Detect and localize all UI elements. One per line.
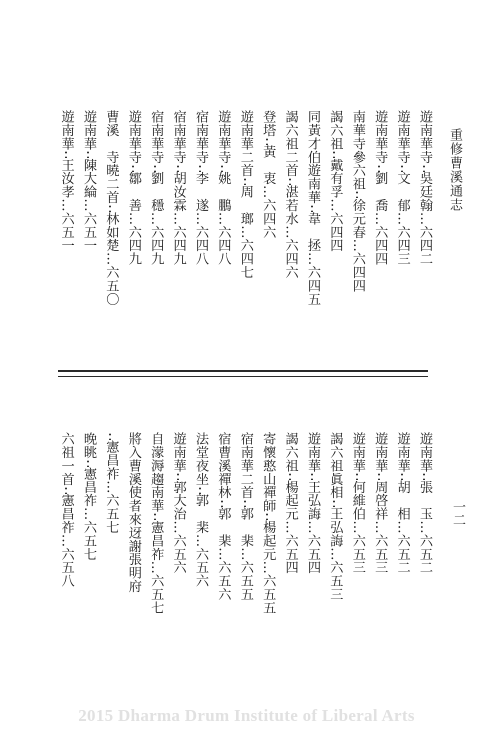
entry-page: 六五六 (170, 533, 186, 574)
page-number: 一二 (450, 500, 465, 526)
dot-leader (391, 164, 413, 172)
entry-author: 王弘誨 (327, 507, 343, 548)
entry-page: 六四四 (372, 225, 388, 266)
dot-leader (234, 499, 256, 507)
toc-entry (167, 432, 189, 668)
dot-leader (368, 164, 390, 172)
entry-author: 憲昌祚 (81, 466, 96, 508)
dot-leader (323, 499, 345, 507)
entry-author: 張 玉 (417, 480, 432, 521)
entry-page: 六五六 (193, 547, 208, 588)
toc-entry (256, 110, 278, 342)
page-dots: … (215, 547, 231, 561)
running-head-title: 重修曹溪通志 (447, 128, 462, 212)
entry-page: 六四三 (394, 225, 410, 266)
page-dots: … (58, 533, 74, 548)
entry-author: 文 郁 (394, 171, 410, 212)
dot-leader (77, 150, 99, 158)
entry-title: 遊南華寺 (417, 110, 432, 164)
entry-title: 遊南華寺 (125, 110, 141, 164)
entry-author: 憲昌祚 (58, 493, 74, 534)
page-dots: … (394, 520, 410, 534)
entry-author: 劉 穩 (148, 171, 164, 212)
page-dots: … (193, 211, 208, 226)
entry-title: 晚眺 (81, 432, 96, 459)
entry-title: 遊南華 (305, 432, 320, 473)
page-dots: … (103, 252, 119, 266)
dot-leader (167, 472, 189, 480)
entry-page: 六五四 (305, 533, 320, 574)
toc-entry (346, 110, 368, 342)
entry-author: 憲昌祚 (103, 440, 119, 481)
toc-entry (413, 110, 435, 342)
entry-page: 六五五 (260, 574, 276, 615)
toc-entry (189, 432, 211, 668)
entry-title: 遊南華 (417, 432, 432, 473)
page-dots: … (327, 547, 343, 561)
page-dots: … (237, 225, 253, 239)
entry-title: 將入曹溪使者來迓謝張明府 (125, 432, 141, 593)
page-dots: … (417, 211, 432, 226)
entry-page: 六五〇 (103, 265, 119, 306)
page-dots: … (148, 560, 164, 574)
entry-author: 王汝孝 (58, 158, 74, 199)
dot-leader (413, 472, 435, 480)
toc-entry (167, 110, 189, 342)
dot-leader (279, 472, 301, 480)
dot-leader (55, 150, 77, 158)
page-dots: … (372, 211, 388, 226)
entry-author: 徐元春 (349, 198, 365, 239)
page-dots: … (372, 520, 388, 534)
entry-title: 宿南華寺 (148, 110, 164, 164)
entry-page: 六四四 (349, 252, 365, 293)
page-dots: … (282, 225, 298, 239)
entry-title: 法堂夜坐 (193, 432, 208, 486)
toc-entry (234, 110, 256, 342)
entry-title: 謁六祖眞相 (327, 432, 343, 499)
entry-author: 姚 鵬 (215, 171, 231, 212)
entry-author: 郭 棐 (215, 507, 231, 548)
entry-page: 六五四 (282, 533, 298, 574)
toc-entry (368, 432, 390, 668)
entry-title: 自濛溽趨南華 (148, 432, 164, 513)
entry-author: 何維伯 (349, 480, 365, 521)
entry-title: 謁六祖 (327, 110, 343, 151)
toc-entry (323, 432, 345, 668)
entry-title: 遊南華二首 (237, 110, 253, 177)
page-dots: … (215, 211, 231, 226)
entry-page: 六四八 (193, 225, 208, 266)
entry-author: 王弘誨 (305, 480, 320, 521)
entry-title: 謁六祖 (282, 432, 298, 473)
entry-title: 宿曹溪禪林 (215, 432, 231, 499)
entry-title: 遊南華 (58, 110, 74, 151)
entry-page: 六五七 (81, 520, 96, 561)
entry-page: 六五二 (417, 533, 432, 574)
dot-leader (279, 177, 301, 185)
dot-leader (167, 164, 189, 172)
entry-title: 遊南華寺 (372, 110, 388, 164)
entry-page: 六五七 (103, 493, 119, 534)
section-divider-top (58, 370, 428, 372)
page-dots: … (81, 507, 96, 521)
entry-page: 六四九 (125, 225, 141, 266)
dot-leader (256, 137, 278, 145)
entry-title: 遊南華 (81, 110, 96, 151)
entry-author: 楊起元 (282, 480, 298, 521)
dot-leader (211, 499, 233, 507)
entry-page: 六四八 (215, 225, 231, 266)
entry-page: 六四九 (170, 225, 186, 266)
dot-leader (391, 472, 413, 480)
entry-author: 吳廷翰 (417, 171, 432, 212)
entry-author: 憲昌祚 (148, 520, 164, 561)
entry-title: 宿南華寺 (193, 110, 208, 164)
dot-leader (368, 472, 390, 480)
entry-title: 南華寺參六祖 (349, 110, 365, 191)
page-dots: … (305, 252, 320, 266)
toc-entry (323, 110, 345, 342)
toc-entry (99, 110, 121, 342)
entry-title: 宿南華二首 (237, 432, 253, 499)
entry-author: 周啓祥 (372, 480, 388, 521)
dot-leader (211, 164, 233, 172)
page-dots: … (305, 520, 320, 534)
entry-page: 六五八 (58, 547, 74, 588)
entry-page: 六五二 (394, 533, 410, 574)
page-dots: … (394, 211, 410, 226)
page-dots: … (81, 198, 96, 212)
entry-author: 胡汝霖 (170, 171, 186, 212)
dot-leader (99, 432, 121, 440)
watermark: 2015 Dharma Drum Institute of Liberal Arts (78, 706, 415, 725)
entry-author: 胡 相 (394, 480, 410, 521)
entry-author: 韋 拯 (305, 211, 320, 253)
toc-entry (99, 432, 121, 668)
entry-page: 六四九 (148, 225, 164, 266)
dot-leader (189, 486, 211, 494)
entry-title: 遊南華寺 (394, 110, 410, 164)
toc-entry (55, 432, 77, 668)
dot-leader (122, 164, 144, 172)
entry-title: 遊南華 (349, 432, 365, 473)
dot-leader (301, 204, 323, 212)
entry-title: 謁六祖二首 (282, 110, 298, 177)
dot-leader (346, 472, 368, 480)
toc-entry (144, 432, 166, 668)
page-dots: … (170, 211, 186, 226)
toc-entry (122, 110, 144, 342)
page-dots: … (103, 480, 119, 494)
entry-author: 楊起元 (260, 520, 276, 561)
toc-entry (211, 432, 233, 668)
entry-author: 林如楚 (103, 211, 119, 253)
toc-entry (211, 110, 233, 342)
entry-title: 寄懷憨山禪師 (260, 432, 276, 513)
entry-title: 同黃才伯遊南華 (305, 110, 320, 204)
toc-entry (279, 432, 301, 668)
entry-title: 遊南華 (394, 432, 410, 473)
entry-page: 六五七 (148, 574, 164, 615)
entry-page: 六五六 (215, 560, 231, 601)
entry-author: 鄒 善 (125, 171, 141, 212)
entry-author: 劉 喬 (372, 171, 388, 212)
entry-page: 六四四 (327, 211, 343, 252)
section-divider-bottom (58, 376, 428, 377)
page-dots: … (282, 520, 298, 534)
entry-page: 六五三 (349, 533, 365, 574)
toc-entry (55, 110, 77, 342)
entry-author: 李 遂 (193, 171, 208, 212)
page-dots: … (327, 198, 343, 212)
page-dots: … (260, 185, 276, 199)
toc-entry (77, 110, 99, 342)
entry-title: 宿南華寺 (170, 110, 186, 164)
entry-title: 遊南華 (170, 432, 186, 473)
toc-entry (256, 432, 278, 668)
toc-entry (279, 110, 301, 342)
dot-leader (234, 177, 256, 185)
toc-entry (77, 432, 99, 668)
dot-leader (413, 164, 435, 172)
page-dots: … (125, 211, 141, 226)
page-dots: … (260, 560, 276, 574)
toc-entry (301, 432, 323, 668)
entry-page: 六五一 (81, 211, 96, 252)
toc-entry (234, 432, 256, 668)
toc-entry (189, 110, 211, 342)
entry-page: 六五一 (58, 211, 74, 252)
entry-page: 六四七 (237, 238, 253, 279)
page-dots: … (237, 547, 253, 561)
toc-entry (346, 432, 368, 668)
entry-page: 六五三 (372, 533, 388, 574)
page-dots: … (58, 198, 74, 212)
entry-page: 六四五 (305, 265, 320, 306)
entry-author: 郭 棐 (193, 493, 208, 534)
entry-page: 六四六 (260, 198, 276, 239)
toc-entry (413, 432, 435, 668)
entry-page: 六五五 (237, 560, 253, 601)
page-dots: … (170, 520, 186, 534)
dot-leader (77, 459, 99, 467)
entry-author: 戴有孚 (327, 158, 343, 199)
dot-leader (99, 204, 121, 212)
dot-leader (144, 164, 166, 172)
entry-author: 周 瑯 (237, 185, 253, 226)
entry-title: 遊南華寺 (215, 110, 231, 164)
entry-author: 陳大綸 (81, 158, 96, 199)
toc-entry (368, 110, 390, 342)
entry-page: 六四六 (282, 238, 298, 279)
page-dots: … (193, 533, 208, 548)
page-dots: … (148, 211, 164, 226)
toc-entry (391, 110, 413, 342)
page-dots: … (417, 520, 432, 534)
entry-title: 六祖一首 (58, 432, 74, 486)
entry-page: 六五三 (327, 560, 343, 601)
entry-title: 遊南華 (372, 432, 388, 473)
entry-page: 六四二 (417, 225, 432, 266)
toc-entry (391, 432, 413, 668)
toc-entry (144, 110, 166, 342)
dot-leader (189, 164, 211, 172)
dot-leader (55, 486, 77, 494)
entry-author: 郭 棐 (237, 507, 253, 548)
toc-entry (301, 110, 323, 342)
dot-leader (301, 472, 323, 480)
entry-title: 登塔 (260, 110, 276, 137)
entry-author: 黃 衷 (260, 144, 276, 186)
entry-author: 湛若水 (282, 185, 298, 226)
entry-title: 曹溪 寺曉二首 (103, 110, 119, 204)
entry-author: 郭大治 (170, 480, 186, 521)
page-dots: … (349, 238, 365, 252)
dot-leader (323, 150, 345, 158)
toc-entry (122, 432, 144, 668)
page-dots: … (349, 520, 365, 534)
